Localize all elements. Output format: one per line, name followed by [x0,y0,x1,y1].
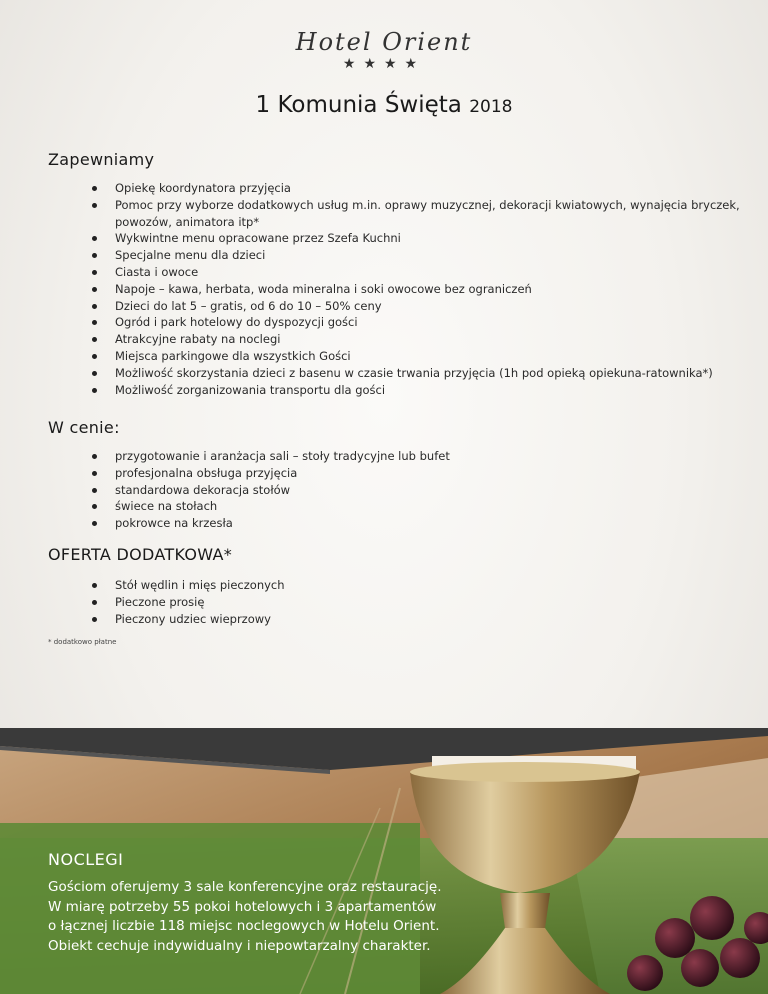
list-item: Wykwintne menu opracowane przez Szefa Kuchni [86,230,746,247]
list-item: Pomoc przy wyborze dodatkowych usług m.in. oprawy muzycznej, dekoracji kwiatowych, wynajęcia bryczek, powozów, animatora itp* [86,197,746,231]
noclegi-text [48,878,468,956]
list-item: Możliwość zorganizowania transportu dla gości [86,382,746,399]
w-cenie-list [86,448,746,532]
section-heading-oferta: OFERTA DODATKOWA* [48,545,233,564]
list-item: Ciasta i owoce [86,264,746,281]
list-item: Możliwość skorzystania dzieci z basenu w czasie trwania przyjęcia (1h pod opieką opiekuna-ratownika*) [86,365,746,382]
list-item: standardowa dekoracja stołów [86,482,746,499]
list-item: Ogród i park hotelowy do dyspozycji gości [86,314,746,331]
list-item: Pieczony udziec wieprzowy [86,611,746,628]
list-item: pokrowce na krzesła [86,515,746,532]
page-title [0,92,768,118]
section-heading-zapewniamy: Zapewniamy [48,150,155,169]
logo-stars: ★★★★ [342,56,426,72]
logo-name: Hotel Orient [295,28,473,56]
footnote: * dodatkowo płatne [48,638,117,646]
list-item: świece na stołach [86,498,746,515]
list-item: Pieczone prosię [86,594,746,611]
noclegi-line: Obiekt cechuje indywidualny i niepowtarzalny charakter. [48,937,431,954]
list-item: Miejsca parkingowe dla wszystkich Gości [86,348,746,365]
noclegi-heading: NOCLEGI [48,850,124,869]
section-heading-w-cenie: W cenie: [48,418,120,437]
list-item: przygotowanie i aranżacja sali – stoły tradycyjne lub bufet [86,448,746,465]
list-item: Stół wędlin i mięs pieczonych [86,577,746,594]
zapewniamy-list [86,180,746,398]
title-main: 1 Komunia Święta [255,92,462,118]
title-year: 2018 [469,97,513,117]
oferta-list [86,577,746,627]
list-item: Napoje – kawa, herbata, woda mineralna i soki owocowe bez ograniczeń [86,281,746,298]
hotel-logo [0,28,768,72]
noclegi-line: Gościom oferujemy 3 sale konferencyjne oraz restaurację. [48,879,442,895]
noclegi-line: W miarę potrzeby 55 pokoi hotelowych i 3 apartamentów [48,898,437,915]
list-item: Opiekę koordynatora przyjęcia [86,180,746,197]
list-item: profesjonalna obsługa przyjęcia [86,465,746,482]
list-item: Dzieci do lat 5 – gratis, od 6 do 10 – 50% ceny [86,298,746,315]
list-item: Specjalne menu dla dzieci [86,247,746,264]
noclegi-line: o łącznej liczbie 118 miejsc noclegowych w Hotelu Orient. [48,918,440,934]
list-item: Atrakcyjne rabaty na noclegi [86,331,746,348]
